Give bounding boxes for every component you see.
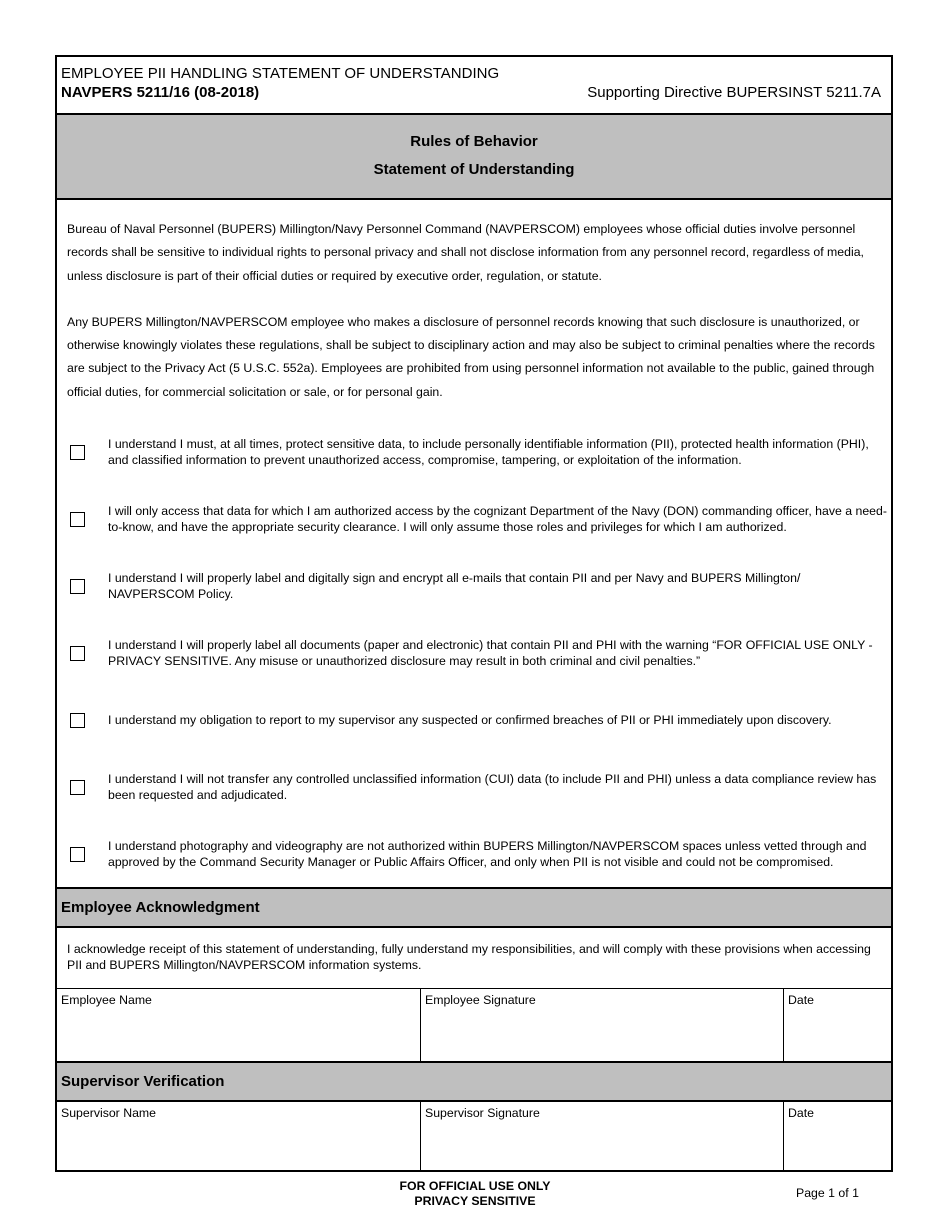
employee-signature-cell <box>420 989 783 1061</box>
item-checkbox-7[interactable] <box>70 847 85 862</box>
form-number: NAVPERS 5211/16 (08-2018) <box>61 84 260 101</box>
footer-line-2: PRIVACY SENSITIVE <box>414 1194 536 1208</box>
supervisor-signature-cell <box>420 1102 783 1172</box>
employee-date-field[interactable] <box>788 1038 887 1055</box>
supervisor-signature-label: Supervisor Signature <box>425 1106 540 1120</box>
supervisor-signature-row <box>57 1102 891 1172</box>
supervisor-date-field[interactable] <box>788 1149 887 1166</box>
item-checkbox-6[interactable] <box>70 780 85 795</box>
form-header <box>57 57 891 115</box>
supervisor-signature-field[interactable] <box>425 1149 779 1166</box>
employee-signature-label: Employee Signature <box>425 993 536 1007</box>
item-text-2: I will only access that data for which I am authorized access by the cognizant Department of the Navy (DON) commanding officer, have a need-to-know, and have the appropriate security clearance. I will only assume those roles and privileges for which I am authorized. <box>108 504 887 534</box>
item-text-7: I understand photography and videography are not authorized within BUPERS Millington/NAVPERSCOM spaces unless vetted through and approved by the Command Security Manager or Public Affairs Officer, and only when PII is not visible and could not be compromised. <box>108 839 867 869</box>
section-heading: Employee Acknowledgment <box>61 899 260 916</box>
item-checkbox-4[interactable] <box>70 646 85 661</box>
item-text-3: I understand I will properly label and digitally sign and encrypt all e-mails that contain PII and per Navy and BUPERS Millington/ NAVPERSCOM Policy. <box>108 571 801 601</box>
item-checkbox-3[interactable] <box>70 579 85 594</box>
item-text-6: I understand I will not transfer any controlled unclassified information (CUI) data (to include PII and PHI) unless a data compliance review has been requested and adjudicated. <box>108 772 877 802</box>
acknowledgment-text: I acknowledge receipt of this statement of understanding, fully understand my responsibilities, and will comply with these provisions when accessing PII and BUPERS Millington/NAVPERSCOM information systems. <box>67 942 871 972</box>
item-checkbox-5[interactable] <box>70 713 85 728</box>
rules-banner <box>57 115 891 200</box>
supervisor-name-label: Supervisor Name <box>61 1106 156 1120</box>
item-text-4: I understand I will properly label all documents (paper and electronic) that contain PII and PHI with the warning “FOR OFFICIAL USE ONLY - PRIVACY SENSITIVE. Any misuse or unauthorized disclosure may result in both criminal and civil penalties.” <box>108 638 873 668</box>
employee-name-cell <box>57 989 420 1061</box>
supervisor-name-field[interactable] <box>61 1149 416 1166</box>
intro-paragraph-2: Any BUPERS Millington/NAVPERSCOM employee who makes a disclosure of personnel records knowing that such disclosure is unauthorized, or otherwise knowingly violates these regulations, shall be subject to disciplinary action and may also be subject to criminal penalties where the records are subject to the Privacy Act (5 U.S.C. 552a). Employees are prohibited from using personnel information not available to the public, gained through official duties, for commercial solicitation or sale, or for personal gain. <box>67 314 875 399</box>
employee-signature-row <box>57 988 891 1061</box>
item-text-1: I understand I must, at all times, protect sensitive data, to include personally identifiable information (PII), protected health information (PHI), and classified information to prevent unauthorized access, compromise, tampering, or exploitation of the information. <box>108 437 869 467</box>
employee-signature-field[interactable] <box>425 1038 779 1055</box>
employee-acknowledgment-header <box>57 887 891 928</box>
supervisor-name-cell <box>57 1102 420 1172</box>
supervisor-verification-header <box>57 1061 891 1102</box>
employee-date-label: Date <box>788 993 814 1007</box>
footer-line-1: FOR OFFICIAL USE ONLY <box>399 1179 551 1193</box>
page-number: Page 1 of 1 <box>796 1186 859 1200</box>
intro-section <box>57 200 891 404</box>
employee-date-cell <box>783 989 891 1061</box>
form-title: EMPLOYEE PII HANDLING STATEMENT OF UNDERSTANDING <box>61 65 500 82</box>
employee-name-label: Employee Name <box>61 993 152 1007</box>
employee-name-field[interactable] <box>61 1038 416 1055</box>
banner-subtitle: Statement of Understanding <box>373 161 575 178</box>
supervisor-date-cell <box>783 1102 891 1172</box>
supporting-directive: Supporting Directive BUPERSINST 5211.7A <box>587 84 881 101</box>
form-container <box>55 55 893 1172</box>
banner-title: Rules of Behavior <box>410 133 538 150</box>
item-checkbox-1[interactable] <box>70 445 85 460</box>
item-text-5: I understand my obligation to report to my supervisor any suspected or confirmed breaches of PII or PHI immediately upon discovery. <box>108 713 832 727</box>
supervisor-date-label: Date <box>788 1106 814 1120</box>
section-heading: Supervisor Verification <box>61 1073 225 1090</box>
intro-paragraph-1: Bureau of Naval Personnel (BUPERS) Millington/Navy Personnel Command (NAVPERSCOM) employees whose official duties involve personnel records shall be sensitive to individual rights to personal privacy and shall not disclose information from any personnel record, regardless of media, unless disclosure is part of their official duties or required by executive order, regulation, or statute. <box>67 222 864 283</box>
item-checkbox-2[interactable] <box>70 512 85 527</box>
